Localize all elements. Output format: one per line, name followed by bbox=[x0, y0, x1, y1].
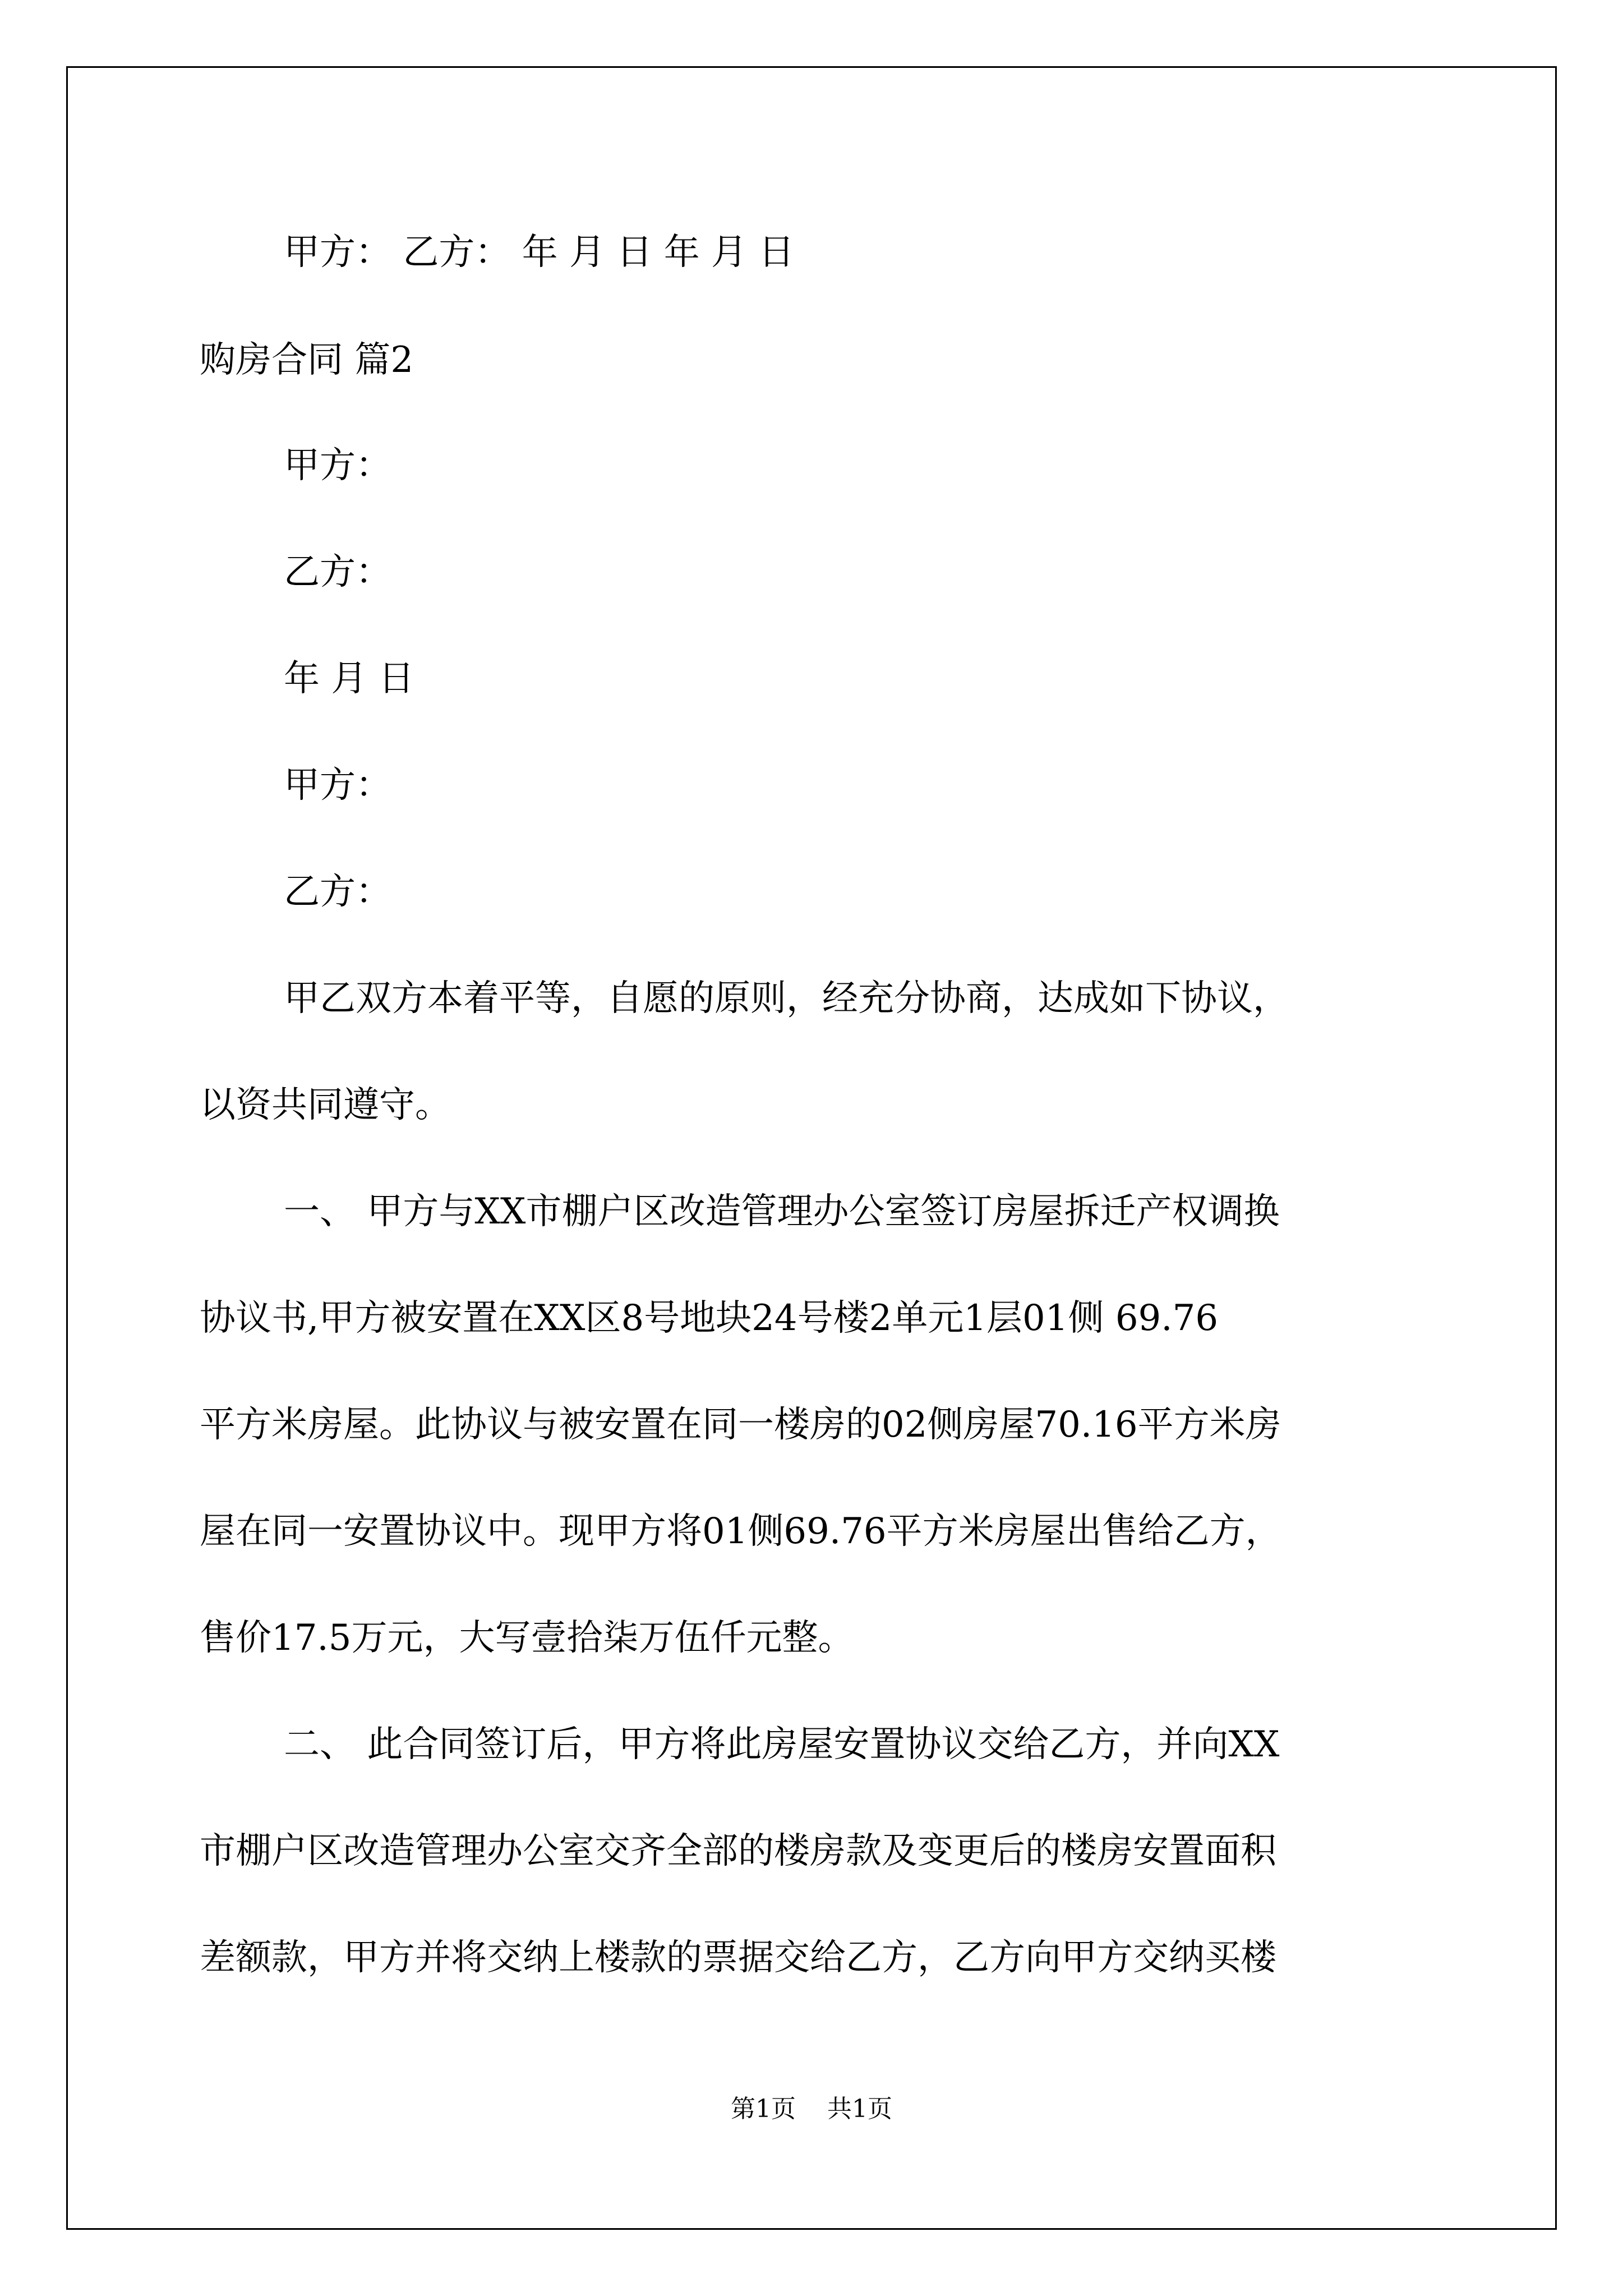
paragraph-line: 屋在同一安置协议中。现甲方将01侧69.76平方米房屋出售给乙方， bbox=[200, 1511, 1281, 1552]
party-b-label-2: 乙方： bbox=[284, 871, 391, 913]
paragraph-line: 甲乙双方本着平等，自愿的原则，经充分协商，达成如下协议， bbox=[284, 978, 1289, 1019]
page-footer bbox=[0, 2093, 1623, 2125]
party-a-label: 甲方： bbox=[284, 445, 391, 486]
signature-line: 甲方： 乙方： 年 月 日 年 月 日 bbox=[284, 232, 795, 273]
page-number: 第1页 共1页 bbox=[731, 2095, 892, 2123]
page-border bbox=[66, 66, 1557, 2230]
paragraph-line: 一、 甲方与XX市棚户区改造管理办公室签订房屋拆迁产权调换 bbox=[284, 1191, 1280, 1232]
section-title: 购房合同 篇2 bbox=[200, 339, 414, 381]
paragraph-line: 市棚户区改造管理办公室交齐全部的楼房款及变更后的楼房安置面积 bbox=[200, 1830, 1276, 1872]
paragraph-line: 以资共同遵守。 bbox=[200, 1084, 451, 1126]
paragraph-line: 平方米房屋。此协议与被安置在同一楼房的02侧房屋70.16平方米房 bbox=[200, 1404, 1281, 1446]
party-b-label: 乙方： bbox=[284, 551, 391, 593]
date-line: 年 月 日 bbox=[284, 658, 414, 700]
paragraph-line: 二、 此合同签订后，甲方将此房屋安置协议交给乙方，并向XX bbox=[284, 1724, 1280, 1765]
party-a-label-2: 甲方： bbox=[284, 765, 391, 806]
paragraph-line: 差额款，甲方并将交纳上楼款的票据交给乙方，乙方向甲方交纳买楼 bbox=[200, 1937, 1276, 1978]
paragraph-line: 售价17.5万元，大写壹拾柒万伍仟元整。 bbox=[200, 1617, 854, 1659]
paragraph-line: 协议书,甲方被安置在XX区8号地块24号楼2单元1层01侧 69.76 bbox=[200, 1297, 1219, 1339]
